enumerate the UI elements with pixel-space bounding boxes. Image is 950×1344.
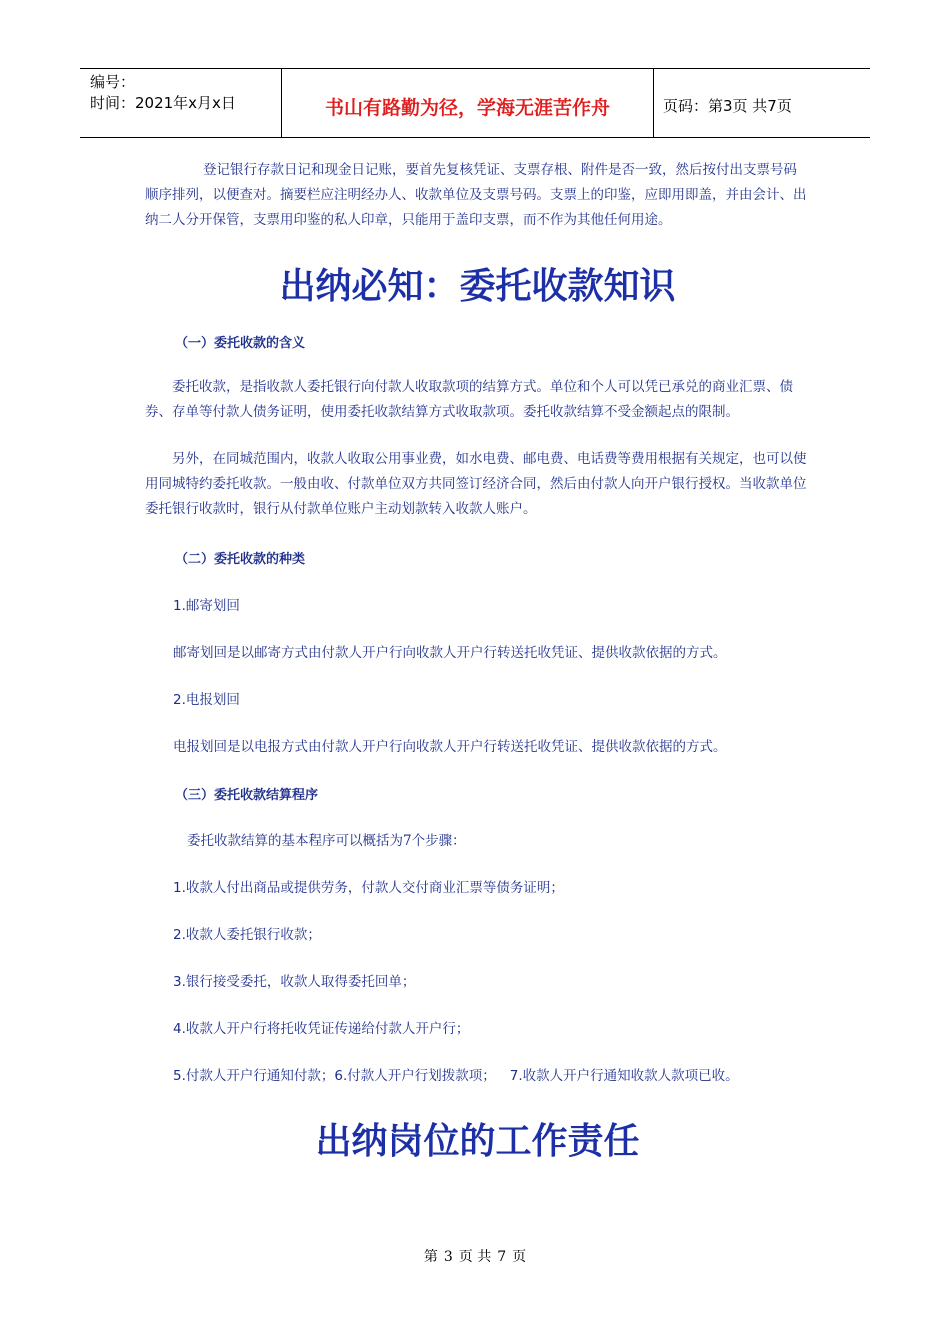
subheading-meaning: （一）委托收款的含义	[175, 336, 306, 351]
header-page-info: 页码：第3页 共7页	[663, 96, 792, 115]
procedure-step-number: 4.	[173, 1021, 186, 1037]
procedure-step-text: 收款人开户行通知收款人款项已收。	[522, 1068, 739, 1084]
footer-total-pages: 7	[497, 1249, 507, 1265]
procedure-step	[173, 876, 564, 896]
procedure-step-number: 1.	[173, 880, 186, 896]
footer-suffix: 页	[512, 1249, 527, 1265]
procedure-step-text: 银行接受委托，收款人取得委托回单；	[185, 974, 416, 990]
procedure-steps-5-to-7	[173, 1064, 739, 1084]
type-item-mail-title: 邮寄划回	[185, 598, 240, 614]
procedure-step-text: 收款人开户行将托收凭证传递给付款人开户行；	[185, 1021, 470, 1037]
procedure-step-number: 2.	[173, 927, 186, 943]
procedure-step	[173, 1017, 469, 1037]
header-motto: 书山有路勤为径，学海无涯苦作舟	[282, 69, 654, 137]
procedure-step-text: 收款人委托银行收款；	[185, 927, 321, 943]
type-item-telegraph-title: 电报划回	[185, 692, 240, 708]
procedure-step-text: 付款人开户行通知付款；	[185, 1068, 335, 1084]
procedure-step	[173, 970, 415, 990]
document-date: 时间：2021年x月x日	[90, 94, 236, 112]
page-footer	[0, 1246, 950, 1266]
section-title-collection: 出纳必知：委托收款知识	[279, 266, 676, 307]
type-item-mail-number: 1.	[173, 598, 186, 614]
procedure-step-text: 收款人付出商品或提供劳务，付款人交付商业汇票等债务证明；	[185, 880, 564, 896]
document-number-label: 编号：	[90, 73, 136, 91]
procedure-step-number: 7.	[509, 1068, 523, 1084]
page-header	[80, 68, 870, 138]
footer-prefix: 第	[423, 1249, 438, 1265]
type-item-mail-desc: 邮寄划回是以邮寄方式由付款人开户行向收款人开户行转送托收凭证、提供收款依据的方式。	[173, 645, 727, 661]
footer-mid: 页 共	[458, 1249, 492, 1265]
procedure-step-number: 5.	[173, 1068, 186, 1084]
type-item-telegraph	[173, 688, 240, 708]
type-item-telegraph-desc: 电报划回是以电报方式由付款人开户行向收款人开户行转送托收凭证、提供收款依据的方式。	[173, 739, 727, 755]
type-item-mail	[173, 594, 240, 614]
procedure-step-number: 3.	[173, 974, 186, 990]
meaning-paragraph-2: 另外，在同城范围内，收款人收取公用事业费，如水电费、邮电费、电话费等费用根据有关规定，也可以使用同城特约委托收款。一般由收、付款单位双方共同签订经济合同，然后由付款人向开户银行授权。当收款单位委托银行收款时，银行从付款单位账户主动划款转入收款人账户。	[145, 451, 807, 517]
subheading-procedure: （三）委托收款结算程序	[175, 788, 319, 803]
intro-paragraph: 登记银行存款日记和现金日记账，要首先复核凭证、支票存根、附件是否一致，然后按付出支票号码顺序排列，以便查对。摘要栏应注明经办人、收款单位及支票号码。支票上的印鉴，应即用即盖，并由会计、出纳二人分开保管，支票用印鉴的私人印章，只能用于盖印支票，而不作为其他任何用途。	[145, 162, 807, 228]
type-item-telegraph-number: 2.	[173, 692, 186, 708]
subheading-types: （二）委托收款的种类	[175, 552, 306, 567]
meaning-paragraph-1: 委托收款，是指收款人委托银行向付款人收取款项的结算方式。单位和个人可以凭已承兑的商业汇票、债券、存单等付款人债务证明，使用委托收款结算方式收取款项。委托收款结算不受金额起点的限制。	[145, 379, 793, 420]
procedure-step-number: 6.	[334, 1068, 348, 1084]
procedure-step-text: 付款人开户行划拨款项；	[347, 1068, 496, 1084]
procedure-step	[173, 923, 321, 943]
footer-current-page: 3	[443, 1249, 453, 1265]
procedure-intro: 委托收款结算的基本程序可以概括为7个步骤：	[187, 833, 466, 849]
header-meta	[80, 69, 282, 137]
section-title-duties: 出纳岗位的工作责任	[315, 1121, 640, 1162]
